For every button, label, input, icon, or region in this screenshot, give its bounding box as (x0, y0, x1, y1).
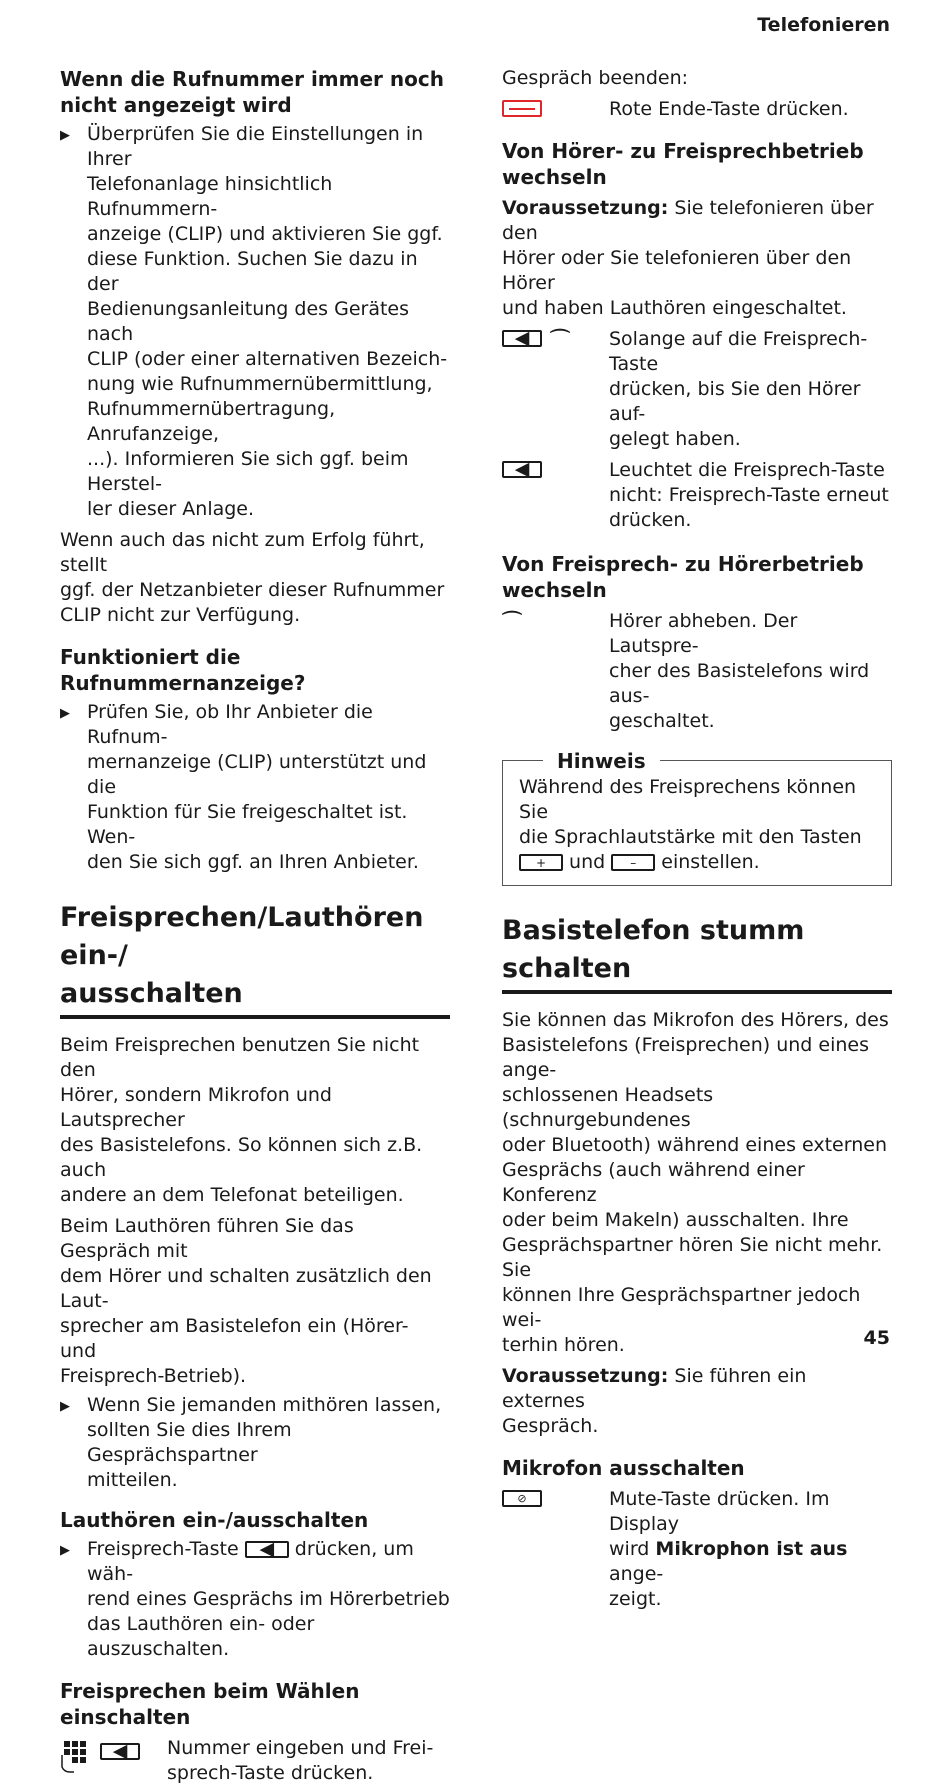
section-heading-clip-missing: Wenn die Rufnummer immer noch nicht angezeigt wird (60, 67, 444, 117)
note-box: Hinweis Während des Freisprechens können Sie die Sprachlautstärke mit den Tasten + und – einstellen. (502, 760, 892, 886)
paragraph-mute-intro: Sie können das Mikrofon des Hörers, des Basistelefons (Freisprechen) und eines ange- schlossenen Headsets (schnurgebundenes oder Bluetooth) während eines externen Gesprächs (auch während einer Konferenz oder beim Makeln) ausschalten. Ihre Gesprächspartner hören Sie nicht mehr. Sie können Ihre Gesprächspartner jedoch wei- terhin hören. (502, 1009, 889, 1356)
minus-key-icon: – (611, 854, 655, 871)
bullet-arrow-icon: ▶ (60, 1399, 70, 1414)
section-heading-loudspeaker-toggle: Lauthören ein-/ausschalten (60, 1508, 369, 1532)
speaker-key-icon: ◀ (502, 461, 542, 478)
plus-key-icon: + (519, 854, 563, 871)
bullet-arrow-icon: ▶ (60, 128, 70, 143)
step-press-mute: ⊘ Mute-Taste drücken. Im Display wird Mikrophon ist aus ange- zeigt. (502, 1487, 892, 1612)
section-heading-handsfree-to-handset: Von Freisprech- zu Hörerbetrieb wechseln (502, 552, 864, 602)
step-dial-handsfree: ◀ Nummer eingeben und Frei- sprech-Taste drücken. (60, 1736, 450, 1786)
end-call-label: Gespräch beenden: (502, 67, 689, 89)
bullet-loudspeaker-toggle: ▶ Freisprech-Taste ◀ drücken, um wäh- rend eines Gesprächs im Hörerbetrieb das Lauthören ein- oder auszuschalten. (60, 1538, 450, 1660)
section-heading-handsfree-dialing: Freisprechen beim Wählen einschalten (60, 1679, 360, 1729)
bullet-arrow-icon: ▶ (60, 1543, 70, 1558)
keypad-icon (60, 1739, 92, 1773)
page-header: Telefonieren (757, 14, 890, 36)
section-heading-handset-to-handsfree: Von Hörer- zu Freisprechbetrieb wechseln (502, 139, 864, 189)
right-column (502, 66, 892, 1612)
bullet-inform-partner: ▶ Wenn Sie jemanden mithören lassen, sollten Sie dies Ihrem Gesprächspartner mitteilen. (60, 1394, 442, 1491)
left-column (60, 66, 450, 1786)
page-number: 45 (863, 1327, 890, 1349)
red-end-key-icon (502, 100, 542, 117)
bullet-arrow-icon: ▶ (60, 706, 70, 721)
bullet-check-settings: ▶ Überprüfen Sie die Einstellungen in Ihrer Telefonanlage hinsichtlich Rufnummern- anzeige (CLIP) und aktivieren Sie ggf. diese Funktion. Suchen Sie dazu in der Bedienungsanleitung des Gerätes nach CLIP (oder einer alternativen Bezeich- nung wie Rufnummernübermittlung, Rufnummernübertragung, Anrufanzeige, ...). Informieren Sie sich ggf. beim Herstel- ler dieser Anlage. (60, 123, 448, 520)
requirement-external-call: Voraussetzung: Sie führen ein externes Gespräch. (502, 1365, 807, 1437)
chapter-heading-mute: Basistelefon stumm schalten (502, 912, 892, 994)
step-hold-speaker-key: ◀ ⌒ Solange auf die Freisprech-Taste drücken, bis Sie den Hörer auf- gelegt haben. (502, 327, 892, 452)
chapter-heading-handsfree: Freisprechen/Lauthören ein-/ ausschalten (60, 899, 450, 1019)
requirement-handsfree: Voraussetzung: Sie telefonieren über den Hörer oder Sie telefonieren über den Hörer und haben Lauthören eingeschaltet. (502, 197, 874, 319)
paragraph-loudspeaker-intro: Beim Lauthören führen Sie das Gespräch mit dem Hörer und schalten zusätzlich den Laut- sprecher am Basistelefon ein (Hörer- und Freisprech-Betrieb). (60, 1215, 432, 1387)
speaker-key-icon: ◀ (245, 1541, 289, 1558)
note-title: Hinweis (543, 749, 660, 773)
step-lift-handset: ⌒ Hörer abheben. Der Lautspre- cher des Basistelefons wird aus- geschaltet. (502, 609, 870, 732)
handset-hangup-icon: ⌒ (550, 327, 570, 351)
paragraph-handsfree-intro: Beim Freisprechen benutzen Sie nicht den Hörer, sondern Mikrofon und Lautsprecher des Basistelefons. So können sich z.B. auch andere an dem Telefonat beteiligen. (60, 1034, 423, 1206)
section-heading-mute-mic: Mikrofon ausschalten (502, 1456, 745, 1480)
step-end-call: Rote Ende-Taste drücken. (502, 97, 892, 122)
handset-lift-icon: ⌒ (502, 609, 522, 633)
speaker-key-icon: ◀ (100, 1743, 140, 1760)
mute-key-icon: ⊘ (502, 1490, 542, 1507)
paragraph-provider: Wenn auch das nicht zum Erfolg führt, stellt ggf. der Netzanbieter dieser Rufnummer CLIP nicht zur Verfügung. (60, 529, 445, 626)
bullet-check-provider: ▶ Prüfen Sie, ob Ihr Anbieter die Rufnum- mernanzeige (CLIP) unterstützt und die Funktion für Sie freigeschaltet ist. Wen- den Sie sich ggf. an Ihren Anbieter. (60, 701, 427, 873)
step-press-speaker-again: ◀ Leuchtet die Freisprech-Taste nicht: Freisprech-Taste erneut drücken. (502, 458, 892, 533)
section-heading-clip-works: Funktioniert die Rufnummernanzeige? (60, 645, 306, 695)
speaker-key-icon: ◀ (502, 330, 542, 347)
